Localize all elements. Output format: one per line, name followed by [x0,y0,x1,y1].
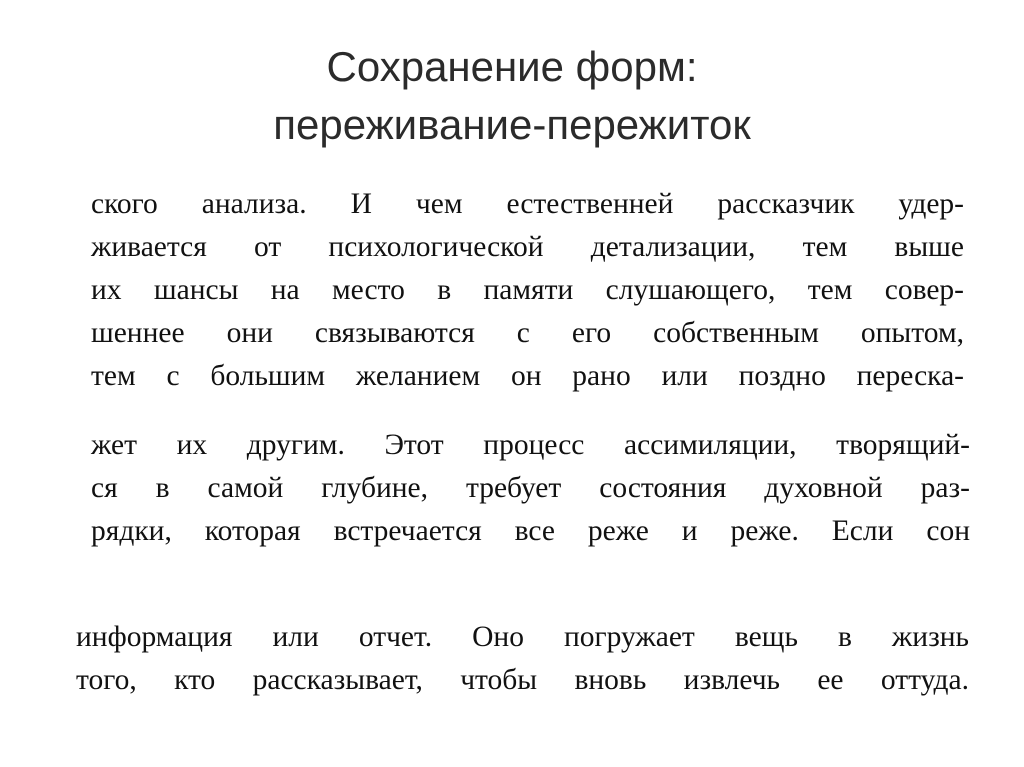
fragment-1-line-5: тем с большим желанием он рано или поздно переска- [91,360,964,392]
text-fragment-3 [76,616,969,702]
fragment-1-line-3: их шансы на место в памяти слушающего, тем совер- [91,274,964,306]
fragment-1-line-4: шеннее они связываются с его собственным опытом, [91,317,964,349]
title-line-1: Сохранение форм: [326,43,698,90]
fragment-2-line-3: рядки, которая встречается все реже и реже. Если сон [91,515,970,547]
fragment-3-line-1: информация или отчет. Оно погружает вещь в жизнь [76,621,969,653]
title-line-2: переживание-пережиток [273,101,751,148]
fragment-2-line-1: жет их другим. Этот процесс ассимиляции, творящий- [91,429,970,461]
fragment-1-line-1: ского анализа. И чем естественней рассказчик удер- [91,188,964,220]
fragment-1-line-2: живается от психологической детализации, тем выше [91,231,964,263]
fragment-3-line-2: того, кто рассказывает, чтобы вновь извлечь ее оттуда. [76,664,969,696]
text-fragment-1 [91,183,964,398]
fragment-2-line-2: ся в самой глубине, требует состояния духовной раз- [91,472,970,504]
slide-title [0,38,1024,154]
text-fragment-2 [91,424,970,553]
